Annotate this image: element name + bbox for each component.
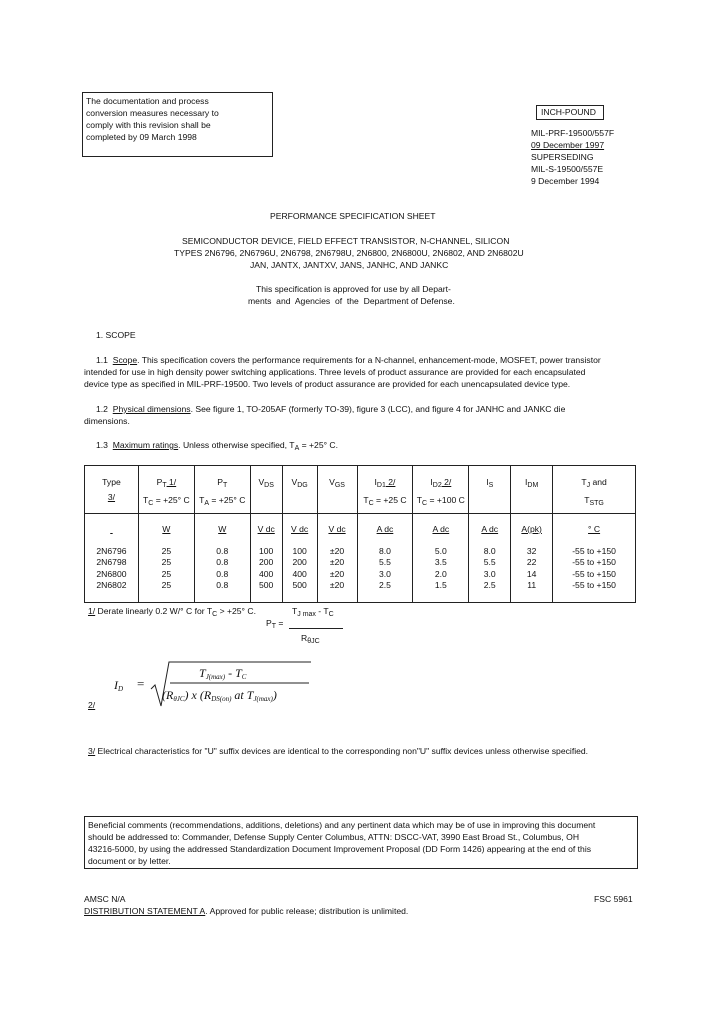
amsc-label: AMSC N/A [84, 894, 126, 904]
scope-label: Scope [112, 355, 138, 365]
scope-paragraph: 1.1 Scope. This specification covers the performance requirements for a N-channel, enhancement-mode, MOSFET, power transistor intended for use in high density power switching applications. Three levels of product assurance are provided for each encapsulated device type as specified in MIL-PRF-19500. Two levels of product assurance are provided for each unencapsulated device type. [84, 355, 601, 389]
fsc-label: FSC 5961 [594, 894, 633, 904]
notice-line: comply with this revision shall be [86, 120, 211, 130]
pt-formula-denominator: $R_{\theta JC}$ [301, 633, 320, 645]
header-vds: $V_{DS}$ [250, 466, 282, 514]
comments-line: 43216-5000, by using the addressed Standardization Document Improvement Proposal (DD Form 1426) appearing at the end of this [88, 844, 592, 854]
maximum-ratings-label: Maximum ratings [112, 440, 179, 450]
approval-line-2: ments and Agencies of the Department of Defense. [248, 296, 455, 306]
comments-line: Beneficial comments (recommendations, additions, deletions) and any pertinent data which may be of use in improving this document [88, 820, 596, 830]
table-row [85, 514, 636, 603]
document-number: MIL-PRF-19500/557F [531, 128, 615, 138]
pt-formula-numerator: $T_{J max} - T_C$ [292, 606, 334, 618]
id-formula-lhs: $I_D$ [114, 678, 124, 693]
device-title-line-2: TYPES 2N6796, 2N6796U, 2N6798, 2N6798U, 2N6800, 2N6800U, 2N6802, AND 2N6802U [174, 248, 524, 258]
header-is: $I_S$ [469, 466, 511, 514]
header-vgs: $V_{GS}$ [317, 466, 357, 514]
col-pt-ta: W 0.8 0.8 0.8 0.8 [194, 514, 250, 603]
header-vdg: $V_{DG}$ [282, 466, 317, 514]
physical-dimensions-paragraph: 1.2 Physical dimensions. See figure 1, TO-205AF (formerly TO-39), figure 3 (LCC), and figure 4 for JANHC and JANKC die dimensions. [84, 404, 566, 426]
header-tj-tstg: $T_J$ and $T_{STG}$ [553, 466, 636, 514]
revision-notice-box [82, 92, 273, 157]
superseded-date: 9 December 1994 [531, 176, 600, 186]
col-pt-tc: W 25 25 25 25 [138, 514, 194, 603]
device-title-line-1: SEMICONDUCTOR DEVICE, FIELD EFFECT TRANSISTOR, N-CHANNEL, SILICON [182, 236, 510, 246]
document-date: 09 December 1997 [531, 140, 605, 150]
col-vdg: V dc 100 200 400 500 [282, 514, 317, 603]
header-pt-tc: $P_T$ 1/ $T_C = +25^\circ$ C [138, 466, 194, 514]
note-1: 1/ Derate linearly 0.2 W/° C for $T_C > +25^\circ$ C. [88, 606, 256, 618]
device-title-line-3: JAN, JANTX, JANTXV, JANS, JANHC, AND JANKC [250, 260, 449, 270]
superseded-document: MIL-S-19500/557E [531, 164, 604, 174]
note-3: 3/ Electrical characteristics for "U" suffix devices are identical to the corresponding non"U" suffix devices unless otherwise specified. [88, 746, 589, 756]
id-formula-equals: = [137, 676, 145, 691]
id-formula-numerator: $T_{J(max)} - T_C$ [199, 666, 247, 681]
pt-formula-lhs: $P_T$ = [266, 618, 284, 630]
inch-pound-label: INCH-POUND [536, 105, 604, 120]
comments-line: document or by letter. [88, 856, 171, 866]
physical-dimensions-label: Physical dimensions [112, 404, 191, 414]
notice-line: The documentation and process [86, 96, 209, 106]
col-vgs: V dc ±20 ±20 ±20 ±20 [317, 514, 357, 603]
header-id1: $I_{D1}$ 2/ $T_C = +25$ C [357, 466, 413, 514]
id-formula-denominator: $(R_{\theta JC})$ x ($R_{DS(on)}$ at $T_{J(max)}$) [162, 688, 277, 703]
maximum-ratings-table [84, 465, 636, 603]
header-id2: $I_{D2}$ 2/ $T_C = +100$ C [413, 466, 469, 514]
col-type: 2N6796 2N6798 2N6800 2N6802 [85, 514, 139, 603]
header-pt-ta: $P_T$ $T_A = +25^\circ$ C [194, 466, 250, 514]
note-2-number: 2/ [88, 700, 96, 710]
col-tj-tstg: ° C -55 to +150 -55 to +150 -55 to +150 -55 to +150 [553, 514, 636, 603]
fraction-bar [289, 628, 343, 629]
distribution-statement: DISTRIBUTION STATEMENT A. Approved for public release; distribution is unlimited. [84, 906, 409, 916]
scope-heading: 1. SCOPE [96, 330, 136, 340]
table-header-row [85, 466, 636, 514]
notice-line: conversion measures necessary to [86, 108, 219, 118]
maximum-ratings-paragraph: 1.3 Maximum ratings. Unless otherwise specified, $T_A = +25^\circ$ C. [96, 440, 339, 452]
col-idm: A(pk) 32 22 14 11 [511, 514, 553, 603]
superseding-label: SUPERSEDING [531, 152, 594, 162]
sheet-title: PERFORMANCE SPECIFICATION SHEET [270, 211, 436, 221]
header-type: Type 3/ [85, 466, 139, 514]
notice-line: completed by 09 March 1998 [86, 132, 197, 142]
col-id2: A dc 5.0 3.5 2.0 1.5 [413, 514, 469, 603]
col-vds: V dc 100 200 400 500 [250, 514, 282, 603]
comments-line: should be addressed to: Commander, Defense Supply Center Columbus, ATTN: DSCC-VAT, 3990 East Broad St., Columbus, OH [88, 832, 580, 842]
approval-line-1: This specification is approved for use by all Depart- [256, 284, 451, 294]
col-id1: A dc 8.0 5.5 3.0 2.5 [357, 514, 413, 603]
header-idm: $I_{DM}$ [511, 466, 553, 514]
beneficial-comments-box [84, 816, 638, 869]
col-is: A dc 8.0 5.5 3.0 2.5 [469, 514, 511, 603]
